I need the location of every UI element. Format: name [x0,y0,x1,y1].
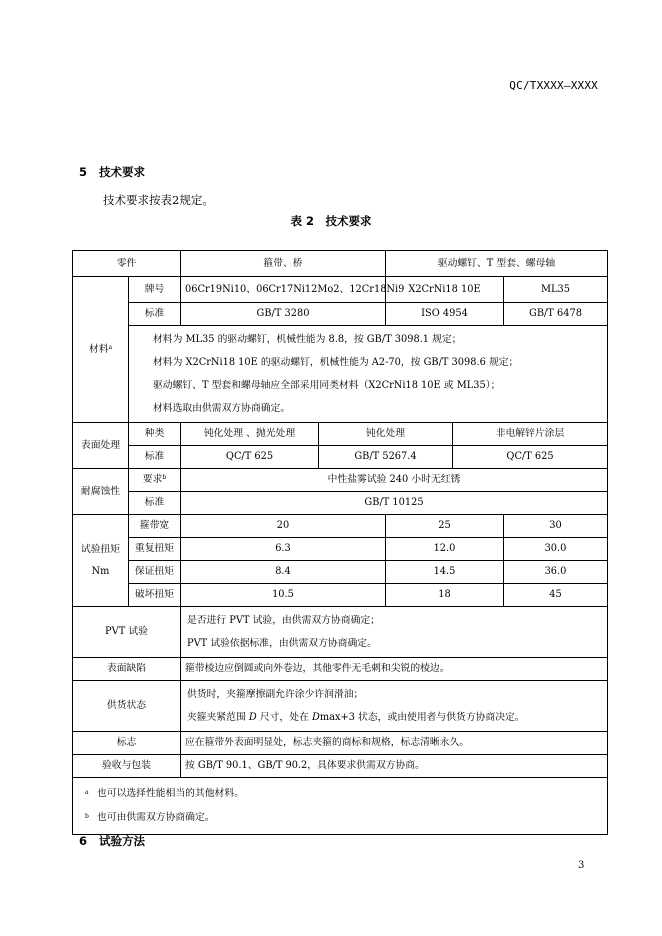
supply-line: 供货时，夹箍摩擦副允许涂少许润滑油； [187,689,364,700]
torque-label-cell [73,515,129,607]
table-row [73,607,608,658]
marking-label-cell: 标志 [73,732,181,755]
width-20-cell: 20 [181,515,386,538]
material-note: 材料选取由供需双方协商确定。 [153,403,291,414]
table-row [73,423,608,446]
std-x2-cell: ISO 4954 [386,303,504,326]
defects-text-cell: 箍带棱边应倒圆或向外卷边，其他零件无毛刺和尖锐的棱边。 [181,658,608,681]
pvt-label-cell: PVT 试验 [73,607,181,658]
material-note: 驱动螺钉、T 型套和螺母轴应全部采用同类材料（X2CrNi18 10E 或 ML35）； [153,380,501,391]
pvt-text-cell [181,607,608,658]
section-6-heading [79,833,145,849]
corrosion-std-cell: GB/T 10125 [181,492,608,515]
table-row [73,584,608,607]
corrosion-req-label-cell [129,469,181,492]
section-5-heading [79,164,145,180]
torque-label: 试验扭矩 [80,543,121,555]
table-row [73,303,608,326]
footnote [85,806,595,830]
surface-kind-label-cell: 种类 [129,423,181,446]
parts-header-cell: 零件 [73,251,181,277]
footnote [85,782,595,806]
width-30-cell: 30 [504,515,608,538]
surface-std-label-cell: 标准 [129,446,181,469]
section-5-number: 5 [79,165,88,179]
material-std-label-cell: 标准 [129,303,181,326]
table-row [73,732,608,755]
footnote-text: 也可由供需双方协商确定。 [97,812,215,823]
supply-line [187,706,601,729]
table-row [73,277,608,303]
parts-strap-cell: 箍带、桥 [181,251,386,277]
surface-std-1-cell: QC/T 625 [181,446,319,469]
surface-std-2-cell: GB/T 5267.4 [319,446,453,469]
acceptance-label-cell: 验收与包装 [73,755,181,778]
footnote-text: 也可以选择性能相当的其他材料。 [97,788,244,799]
pvt-line: PVT 试验依据标准，由供需双方协商确定。 [187,638,377,649]
repeat-30-cell: 30.0 [504,538,608,561]
table-row [73,251,608,277]
acceptance-text-cell: 按 GB/T 90.1、GB/T 90.2，具体要求供需双方协商。 [181,755,608,778]
technical-requirements-table [72,250,608,835]
std-ml35-cell: GB/T 6478 [504,303,608,326]
proof-20-cell: 8.4 [181,561,386,584]
proof-30-cell: 36.0 [504,561,608,584]
table-row [73,446,608,469]
surface-kind-2-cell: 钝化处理 [319,423,453,446]
table-row [73,778,608,835]
material-note: 材料为 ML35 的驱动螺钉，机械性能为 8.8，按 GB/T 3098.1 规定； [153,334,462,345]
table-row [73,538,608,561]
table-row [73,492,608,515]
surface-label-cell: 表面处理 [73,423,129,469]
footnote-mark: a [108,343,113,351]
supply-text-part: 尺寸，处在 [256,712,312,723]
pvt-line: 是否进行 PVT 试验，由供需双方协商确定； [187,615,380,626]
supply-d-symbol: D [248,712,257,723]
intro-paragraph: 技术要求按表2规定。 [103,193,214,207]
grade-strap-cell: 06Cr19Ni10、06Cr17Ni12Mo2、12Cr18Ni9 [181,277,386,303]
table-row [73,658,608,681]
marking-text-cell: 应在箍带外表面明显处，标志夹箍的商标和规格，标志清晰永久。 [181,732,608,755]
surface-std-3-cell: QC/T 625 [453,446,608,469]
table-row [73,681,608,732]
std-strap-cell: GB/T 3280 [181,303,386,326]
table-row [73,469,608,492]
width-label-cell: 箍带宽 [129,515,181,538]
corrosion-label-cell: 耐腐蚀性 [73,469,129,515]
repeat-label-cell: 重复扭矩 [129,538,181,561]
supply-dmax-symbol: D [311,712,320,723]
proof-25-cell: 14.5 [386,561,504,584]
table-row [73,755,608,778]
repeat-25-cell: 12.0 [386,538,504,561]
break-label-cell: 破坏扭矩 [129,584,181,607]
footnote-mark: b [85,813,89,820]
supply-text-part: 夹箍夹紧范围 [187,712,249,723]
surface-kind-1-cell: 钝化处理 、抛光处理 [181,423,319,446]
supply-text-cell [181,681,608,732]
defects-label-cell: 表面缺陷 [73,658,181,681]
page-number: 3 [578,860,585,871]
surface-kind-3-cell: 非电解锌片涂层 [453,423,608,446]
footnotes-cell [73,778,608,835]
torque-unit: Nm [91,565,110,577]
corrosion-req-cell: 中性盐雾试验 240 小时无红锈 [181,469,608,492]
material-label: 材料 [88,343,109,355]
material-notes-cell [129,326,608,423]
footnote-mark: b [162,474,167,481]
grade-label-cell: 牌号 [129,277,181,303]
break-25-cell: 18 [386,584,504,607]
section-6-title: 试验方法 [99,834,146,848]
supply-label-cell: 供货状态 [73,681,181,732]
table-caption: 表 2 技术要求 [290,214,372,228]
material-note: 材料为 X2CrNi18 10E 的驱动螺钉，机械性能为 A2-70，按 GB/T 3098.6 规定； [153,357,519,368]
parts-screw-cell: 驱动螺钉、T 型套、螺母轴 [386,251,608,277]
break-20-cell: 10.5 [181,584,386,607]
table-row [73,561,608,584]
grade-ml35-cell: ML35 [504,277,608,303]
document-code: QC/TXXXX—XXXX [509,79,598,92]
proof-label-cell: 保证扭矩 [129,561,181,584]
corrosion-std-label-cell: 标准 [129,492,181,515]
width-25-cell: 25 [386,515,504,538]
table-row [73,326,608,423]
corrosion-req-label: 要求 [142,474,163,485]
break-30-cell: 45 [504,584,608,607]
section-6-number: 6 [79,834,88,848]
repeat-20-cell: 6.3 [181,538,386,561]
grade-x2-cell: X2CrNi18 10E [386,277,504,303]
table-row [73,515,608,538]
material-label-cell [73,277,129,423]
section-5-title: 技术要求 [99,165,146,179]
footnote-mark: a [85,789,89,796]
supply-text-part: max+3 状态，或由使用者与供货方协商决定。 [319,712,525,723]
